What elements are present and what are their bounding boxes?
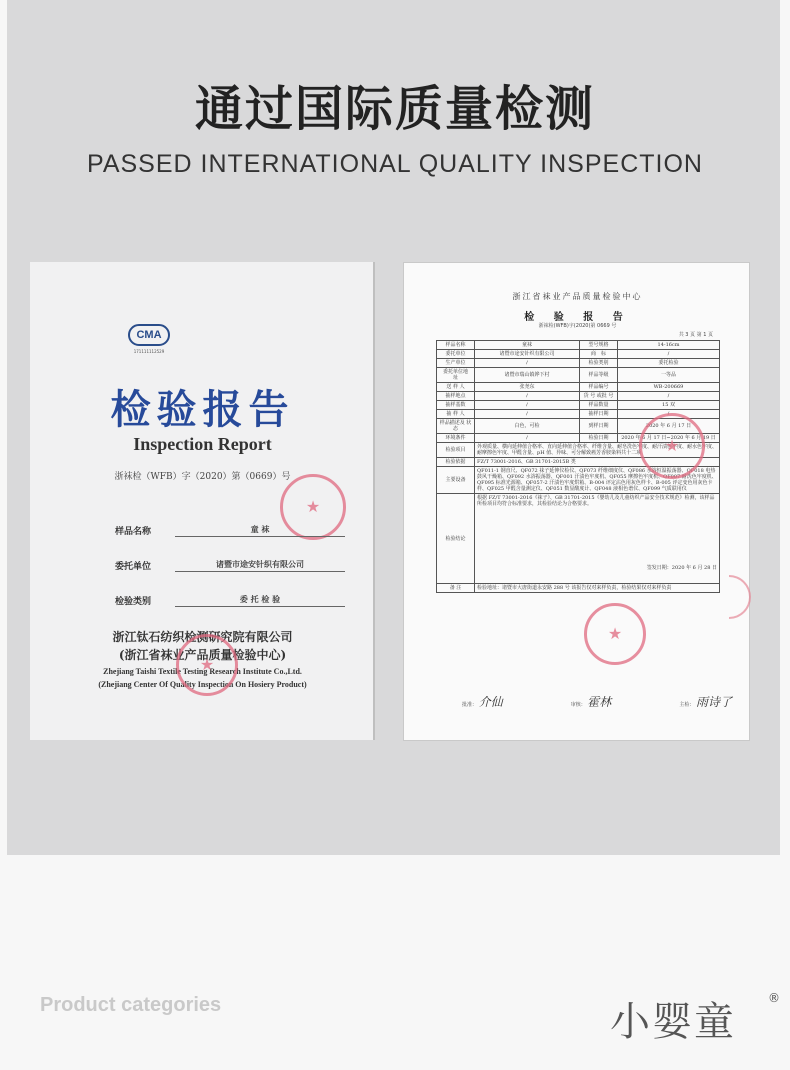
report-org: 浙江省袜业产品质量检验中心 [512,292,643,301]
table-row: 样品名称 童袜 型号规格 14-16cm [437,341,720,350]
field-label: 样品名称 [115,527,152,537]
table-row: 环境条件 / 检验日期 2020 年 6 月 17 日~2020 年 6 月 19 日 [437,434,720,443]
table-row: 检验依据 FZ/T 73001-2016、GB 31701-2015B 类 [437,458,720,467]
cover-title: 检验报告 [110,386,295,433]
inspector-signature: 雨诗了 [695,695,732,709]
report-signatures: 批准： 介仙 审核： 霍林 主检： 雨诗了 [462,695,732,709]
table-row: 抽样地点 / 货 号 或批 号 / [437,392,720,401]
table-row: 生产单位 / 检验类别 委托检验 [437,359,720,368]
report-title: 检 验 报 告 [524,312,631,323]
report-pages: 共 3 页 第 1 页 [678,332,713,338]
table-row: 抽 样 人 / 抽样日期 / [437,410,720,419]
reviewer-signature: 霍林 [587,695,612,709]
page-title: 通过国际质量检测 [194,81,595,137]
org-name-en: Zhejiang Taishi Textile Testing Research Institute Co.,Ltd. [103,667,302,676]
table-row: 委托单位 诸暨市途安针织有限公司 商 标 / [437,350,720,359]
cover-title-en: Inspection Report [133,434,272,454]
approver-signature: 介仙 [478,695,503,709]
red-seal-icon [584,603,646,665]
table-row: 委托单位地 址 诸暨市瑞山镇铧下村 样品等级 一等品 [437,368,720,383]
table-row: 送 样 人 张尧东 样品编号 WB-200669 [437,383,720,392]
red-seal-icon [639,413,705,479]
inspection-report [403,262,750,741]
registered-mark: ® [768,991,780,1005]
org-name-cn: 浙江钛石纺织检测研究院有限公司 [112,630,293,644]
cover-report-number: 浙袜检（WFB）字（2020）第（0669）号 [114,472,291,482]
table-row: 检验结论 根据 FZ/T 73001-2016《袜子》、GB 31701-2015《婴幼儿及儿童纺织产品安全技术规范》检测，该样品所检项目均符合标准要求，其检验结论为合格要求。 签发日期：2020 年 6 月 28 日 [437,494,720,584]
field-value: 委 托 检 验 [175,594,345,607]
field-label: 检验类别 [115,597,152,607]
brand-logo: 小婴童 [610,999,736,1045]
report-cover [30,262,375,740]
cover-field-type [115,594,345,607]
page-subtitle: PASSED INTERNATIONAL QUALITY INSPECTION [87,150,703,178]
org-name-cn-2: (浙江省袜业产品质量检验中心) [118,648,287,662]
field-label: 委托单位 [115,562,152,572]
red-seal-icon [176,634,238,696]
table-row: 样品描述及 状 态 白色，可检 到样日期 2020 年 6 月 17 日 [437,419,720,434]
field-value: 童 袜 [175,524,345,537]
field-value: 诸暨市途安针织有限公司 [175,559,345,572]
table-row: 主要设备 QF011-1 钢直尺、QF072 袜子延伸仪检仪、QF073 纤维细度仪、QF086 水浴恒温振荡器、QF018 电热鼓风干燥箱、QF092 水浴振荡器、QF001 汗渍色牢度机、QF055 摩擦色牢度机、QF007 耐洗色牢度机、QF095 标准光源箱、QF057-2 汗渍色牢度烘箱、B-004 评定沾色用灰色样卡、B-005 评定变色用灰色卡样、QF025 甲醛含量测定仪、QF051 数显酸度计、QF048 液相色谱仪、QF099 气质联用仪 [437,467,720,494]
cma-logo: CMA [128,324,170,346]
seal-edge-icon [729,575,751,619]
table-row: 检验项目 外观质量、横向延伸值合格率、直向延伸值合格率、纤维含量、耐皂洗色牢度、耐汗渍色牢度、耐水色牢度、耐摩擦色牢度、甲醛含量、pH 值、异味、可分解致癌芳香胺染料共十二项 [437,443,720,458]
product-categories-link[interactable]: Product categories [40,994,222,1016]
cma-number: 171111112529 [133,349,165,354]
cover-field-sample [115,524,345,537]
table-row: 备 注 检验地址：诸暨市大唐街道永安路 288 号 该报告仅对来样负责，检验结果仅对来样负责 [437,584,720,593]
org-name-en-2: (Zhejiang Center Of Quality Inspection On Hosiery Product) [98,680,307,689]
cover-field-client [115,559,345,572]
table-row: 抽样基数 / 样品数量 15 双 [437,401,720,410]
report-number: 浙袜检(WFB)字(2020)第 0669 号 [538,323,617,329]
